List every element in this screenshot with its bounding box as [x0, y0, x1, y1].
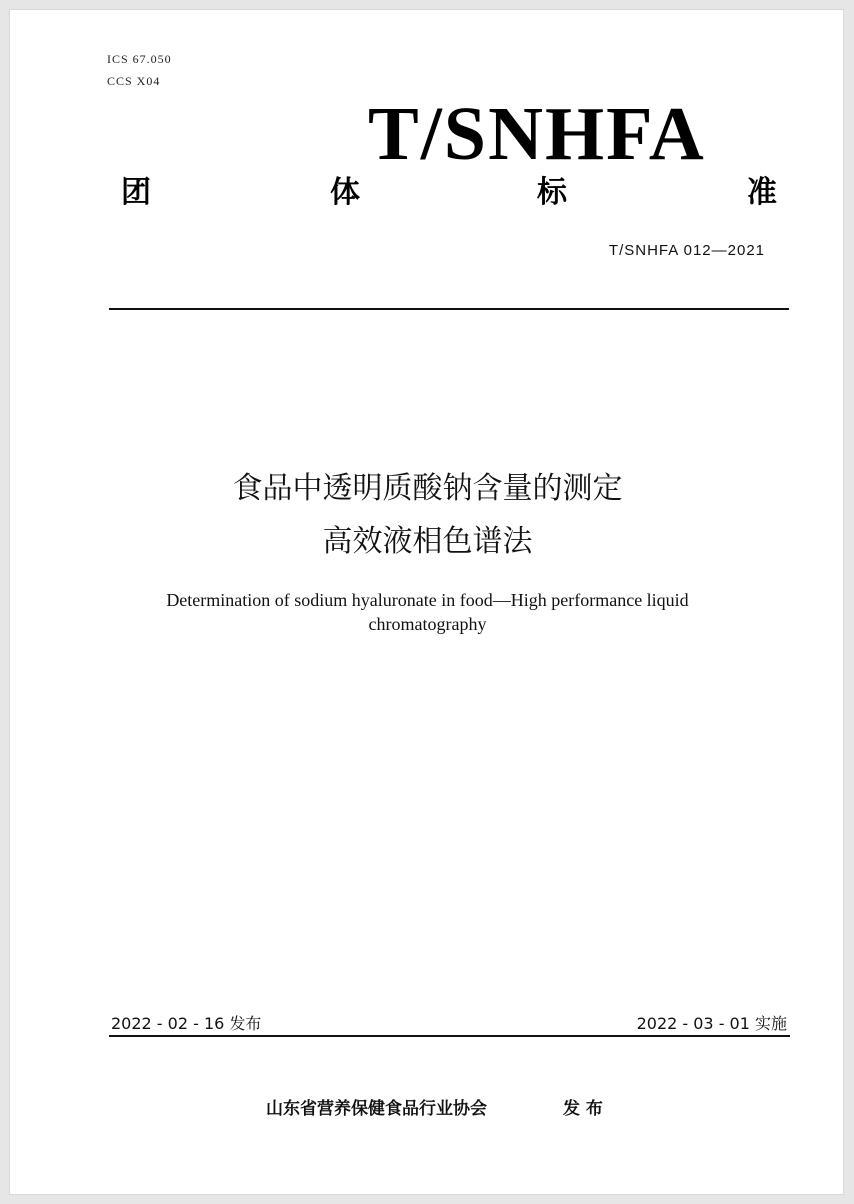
category-char-2: 体 — [330, 175, 360, 210]
title-english-line-1: Determination of sodium hyaluronate in food—High performance liquid — [166, 590, 689, 610]
standard-number: T/SNHFA 012—2021 — [608, 242, 765, 259]
standard-brand-logo: T/SNHFA — [368, 92, 706, 176]
publish-label: 发 布 — [563, 1099, 603, 1119]
category-char-1: 团 — [121, 175, 151, 210]
category-char-3: 标 — [537, 175, 567, 210]
footer-divider — [109, 1035, 790, 1037]
title-chinese-line-2: 高效液相色谱法 — [322, 524, 533, 559]
document-page — [9, 9, 844, 1195]
ccs-code: CCS X04 — [107, 74, 161, 88]
header-divider — [109, 308, 789, 310]
publisher-name: 山东省营养保健食品行业协会 — [266, 1099, 487, 1119]
ics-code: ICS 67.050 — [107, 52, 172, 66]
title-chinese-line-1: 食品中透明质酸钠含量的测定 — [232, 471, 623, 506]
publish-date: 2022 - 02 - 16 发布 — [111, 1014, 262, 1033]
category-char-4: 准 — [747, 175, 777, 210]
effective-date: 2022 - 03 - 01 实施 — [636, 1014, 787, 1033]
title-english-line-2: chromatography — [368, 614, 487, 634]
